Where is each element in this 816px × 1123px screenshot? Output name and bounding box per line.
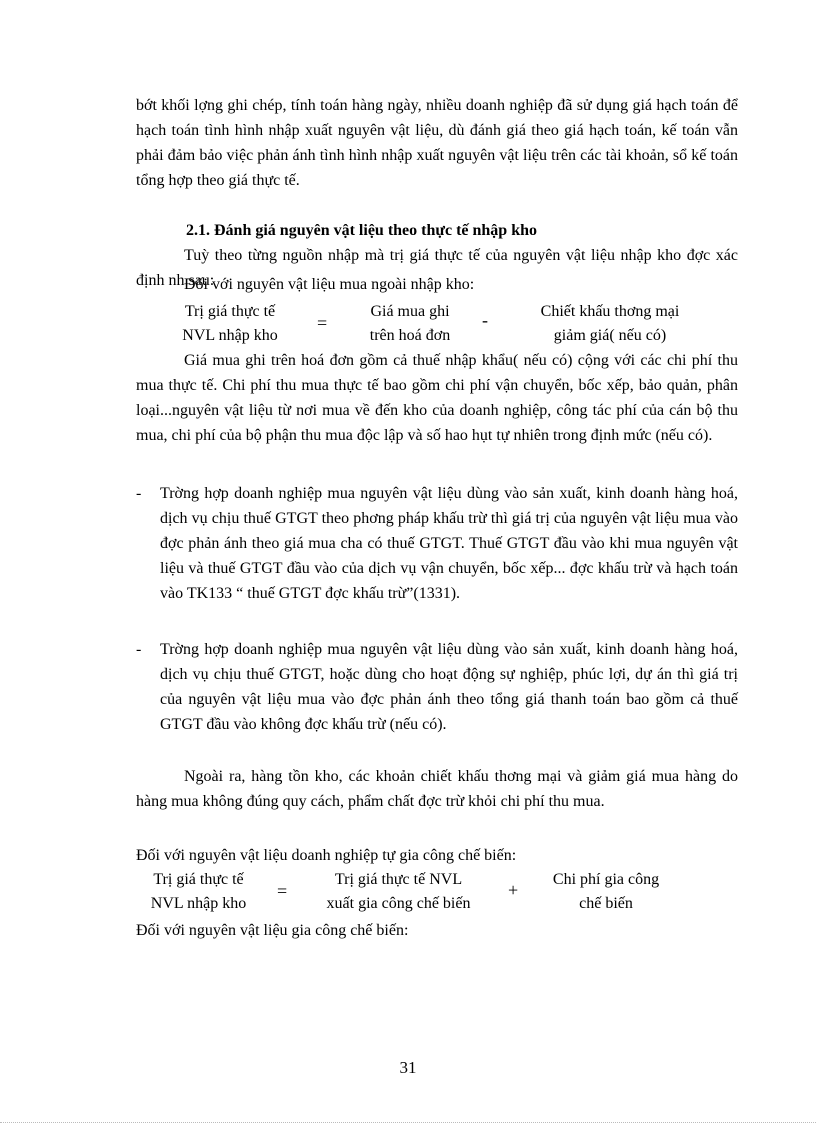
bullet-text: Trờng hợp doanh nghiệp mua nguyên vật liệu dùng vào sản xuất, kinh doanh hàng hoá, dịch vụ chịu thuế GTGT theo phơng pháp khấu trừ thì giá trị của nguyên vật liệu mua vào đợc phản ánh theo giá mua cha có thuế GTGT. Thuế GTGT đầu vào khi mua nguyên vật liệu và thuế GTGT đầu vào của dịch vụ vận chuyển, bốc xếp... đợc khấu trừ và hạch toán vào TK133 “ thuế GTGT đợc khấu trừ”(1331). (160, 485, 738, 602)
page-number: 31 (399, 1058, 417, 1077)
formula-minus: - (482, 310, 488, 330)
paragraph-purchase-price: Giá mua ghi trên hoá đơn gồm cả thuế nhập khẩu( nếu có) cộng với các chi phí thu mua thực tế. Chi phí thu mua thực tế bao gồm chi phí vận chuyển, bốc xếp, bảo quản, phân loại...nguyên vật liệu từ nơi mua về đến kho của doanh nghiệp, công tác phí của cán bộ thu mua, chi phí của bộ phận thu mua độc lập và số hao hụt tự nhiên trong định mức (nếu có). (136, 352, 738, 444)
paragraph-source: Tuỳ theo từng nguồn nhập mà trị giá thực tế của nguyên vật liệu nhập kho đợc xác định nh sau: (136, 247, 738, 289)
section-heading: 2.1. Đánh giá nguyên vật liệu theo thực tế nhập kho (186, 222, 537, 239)
formula-equals: = (277, 881, 288, 901)
paragraph-self-processed: Đối với nguyên vật liệu doanh nghiệp tự gia công chế biến: (136, 847, 517, 864)
formula-term2-line1: Chi phí gia công (552, 871, 660, 888)
paragraph-other: Ngoài ra, hàng tồn kho, các khoản chiết khấu thơng mại và giảm giá mua hàng do hàng mua không đúng quy cách, phẩm chất đợc trừ khỏi chi phí thu mua. (136, 768, 738, 810)
bullet-text: Trờng hợp doanh nghiệp mua nguyên vật liệu dùng vào sản xuất, kinh doanh hàng hoá, dịch vụ chịu thuế GTGT, hoặc dùng cho hoạt động sự nghiệp, phúc lợi, dự án thì giá trị của nguyên vật liệu mua vào đợc phản ánh theo tổng giá thanh toán bao gồm cả thuế GTGT đầu vào không đợc khấu trừ (nếu có). (160, 641, 738, 733)
formula-term1-line2: xuất gia công chế biến (326, 895, 471, 912)
bullet-mark: - (136, 641, 142, 658)
formula-term1-line2: trên hoá đơn (369, 327, 451, 344)
formula-lhs-line1: Trị giá thực tế (153, 871, 244, 888)
formula-self-processed (136, 868, 736, 920)
formula-lhs-line1: Trị giá thực tế (184, 303, 276, 320)
formula-purchased (170, 300, 730, 352)
paragraph-outsourced: Đối với nguyên vật liệu gia công chế biến: (136, 922, 409, 939)
formula-lhs-line2: NVL nhập kho (182, 327, 278, 344)
formula-term1-line1: Giá mua ghi (370, 303, 450, 320)
paragraph-purchased: Đối với nguyên vật liệu mua ngoài nhập kho: (184, 276, 475, 293)
formula-equals: = (317, 313, 328, 333)
formula-term2-line2: giảm giá( nếu có) (553, 327, 667, 344)
formula-term2-line1: Chiết khấu thơng mại (540, 303, 680, 320)
formula-lhs-line2: NVL nhập kho (150, 895, 247, 912)
formula-term2-line2: chế biến (579, 895, 633, 912)
bullet-mark: - (136, 485, 142, 502)
paragraph-intro: bớt khối lợng ghi chép, tính toán hàng ngày, nhiều doanh nghiệp đã sử dụng giá hạch toán để hạch toán tình hình nhập xuất nguyên vật liệu, dù đánh giá theo giá hạch toán, kế toán vẫn phải đảm bảo việc phản ánh tình hình nhập xuất nguyên vật liệu trên các tài khoản, sổ kế toán tổng hợp theo giá thực tế. (136, 97, 738, 189)
formula-plus: + (508, 880, 519, 900)
list-item (136, 481, 738, 606)
list-item (136, 637, 738, 737)
formula-term1-line1: Trị giá thực tế NVL (334, 871, 463, 888)
